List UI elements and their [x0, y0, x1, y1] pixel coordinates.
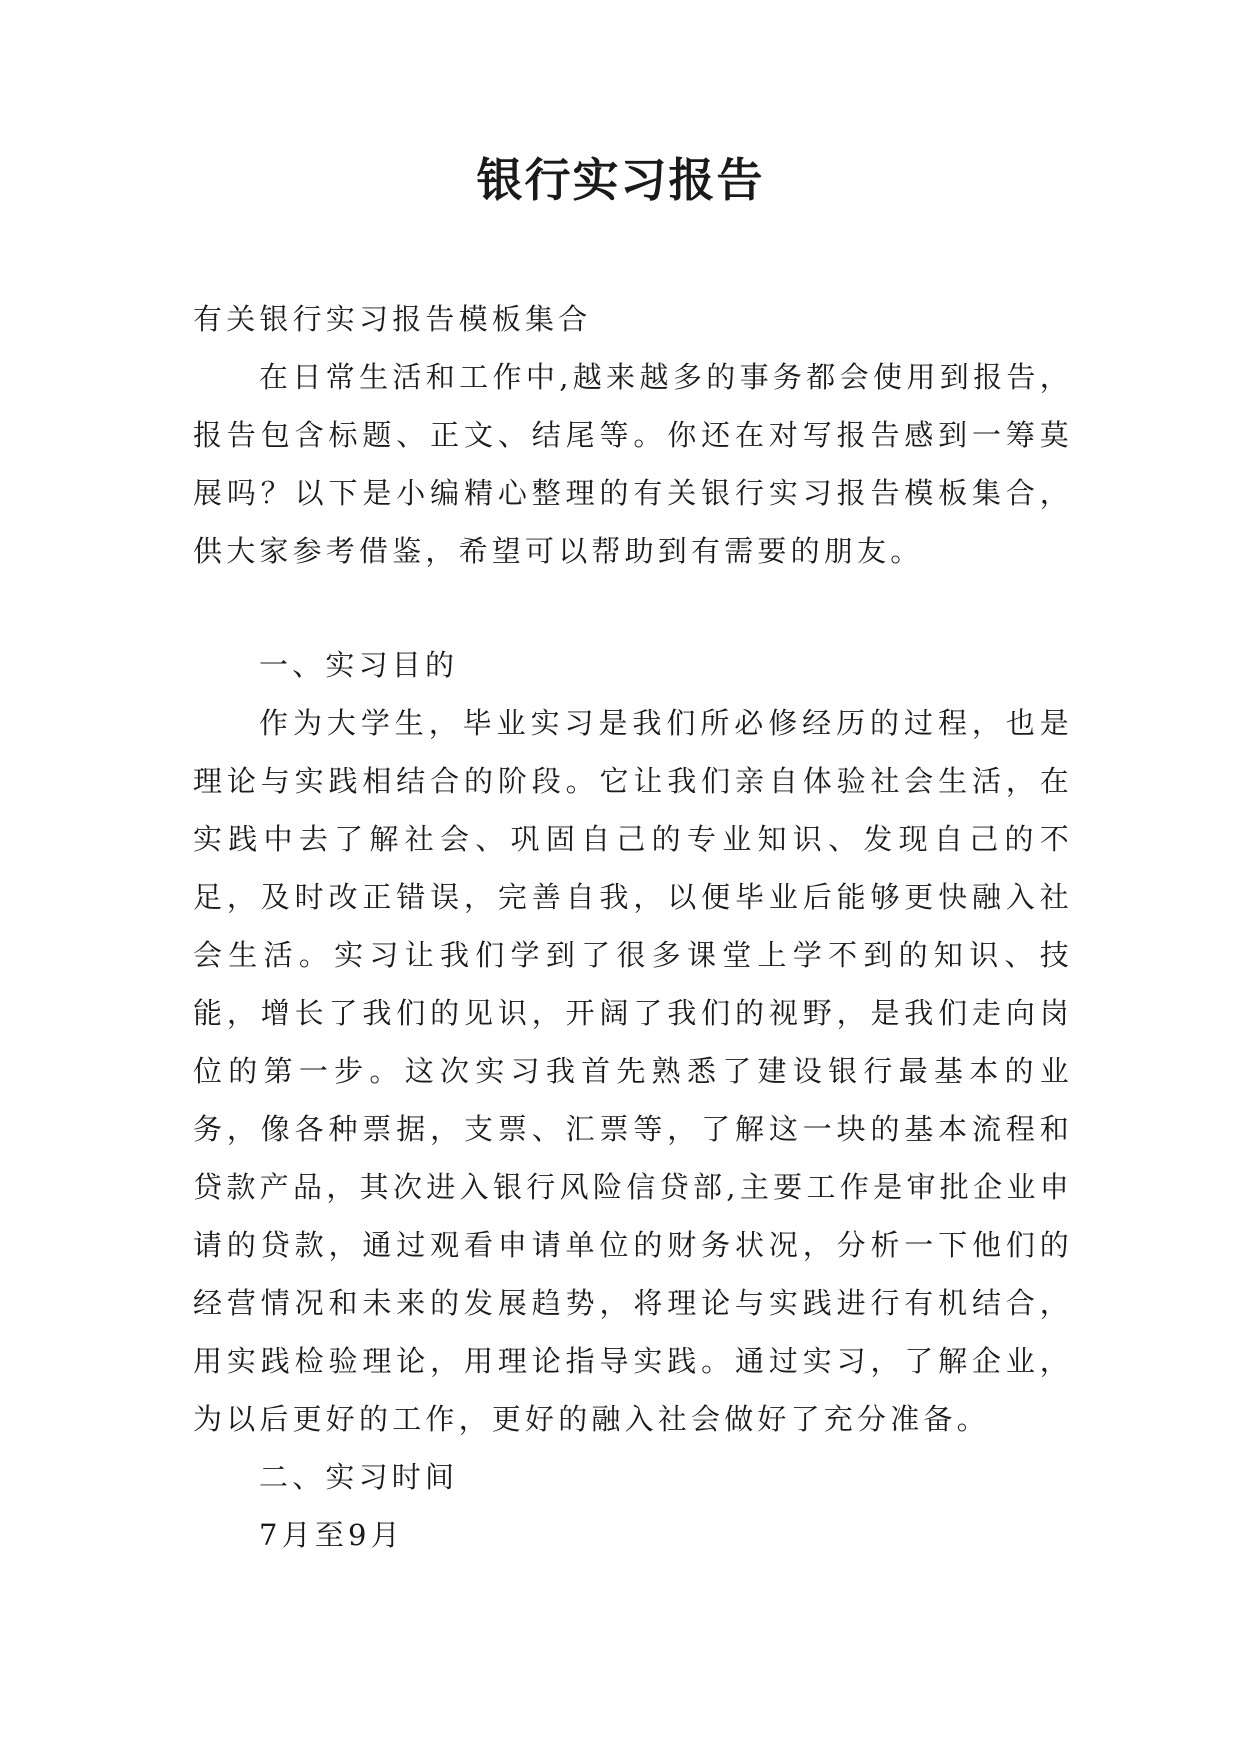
section-heading-purpose: 一、实习目的	[259, 648, 459, 682]
document-subtitle: 有关银行实习报告模板集合	[193, 302, 592, 336]
section-heading-time: 二、实习时间	[259, 1460, 459, 1494]
paragraph-gap	[193, 580, 1073, 636]
section-body-purpose: 作为大学生，毕业实习是我们所必修经历的过程，也是理论与实践相结合的阶段。它让我们亲自体验社会生活，在实践中去了解社会、巩固自己的专业知识、发现自己的不足，及时改正错误，完善自我，以便毕业后能够更快融入社会生活。实习让我们学到了很多课堂上学不到的知识、技能，增长了我们的见识，开阔了我们的视野，是我们走向岗位的第一步。这次实习我首先熟悉了建设银行最基本的业务，像各种票据，支票、汇票等，了解这一块的基本流程和贷款产品，其次进入银行风险信贷部,主要工作是审批企业申请的贷款，通过观看申请单位的财务状况，分析一下他们的经营情况和未来的发展趋势，将理论与实践进行有机结合，用实践检验理论，用理论指导实践。通过实习，了解企业，为以后更好的工作，更好的融入社会做好了充分准备。	[193, 706, 1073, 1436]
document-body	[193, 290, 1073, 1564]
section-body-time: 7月至9月	[259, 1518, 404, 1552]
document-title: 银行实习报告	[476, 153, 765, 207]
intro-paragraph: 在日常生活和工作中,越来越多的事务都会使用到报告，报告包含标题、正文、结尾等。你还在对写报告感到一筹莫展吗？以下是小编精心整理的有关银行实习报告模板集合，供大家参考借鉴，希望可以帮助到有需要的朋友。	[193, 360, 1073, 568]
